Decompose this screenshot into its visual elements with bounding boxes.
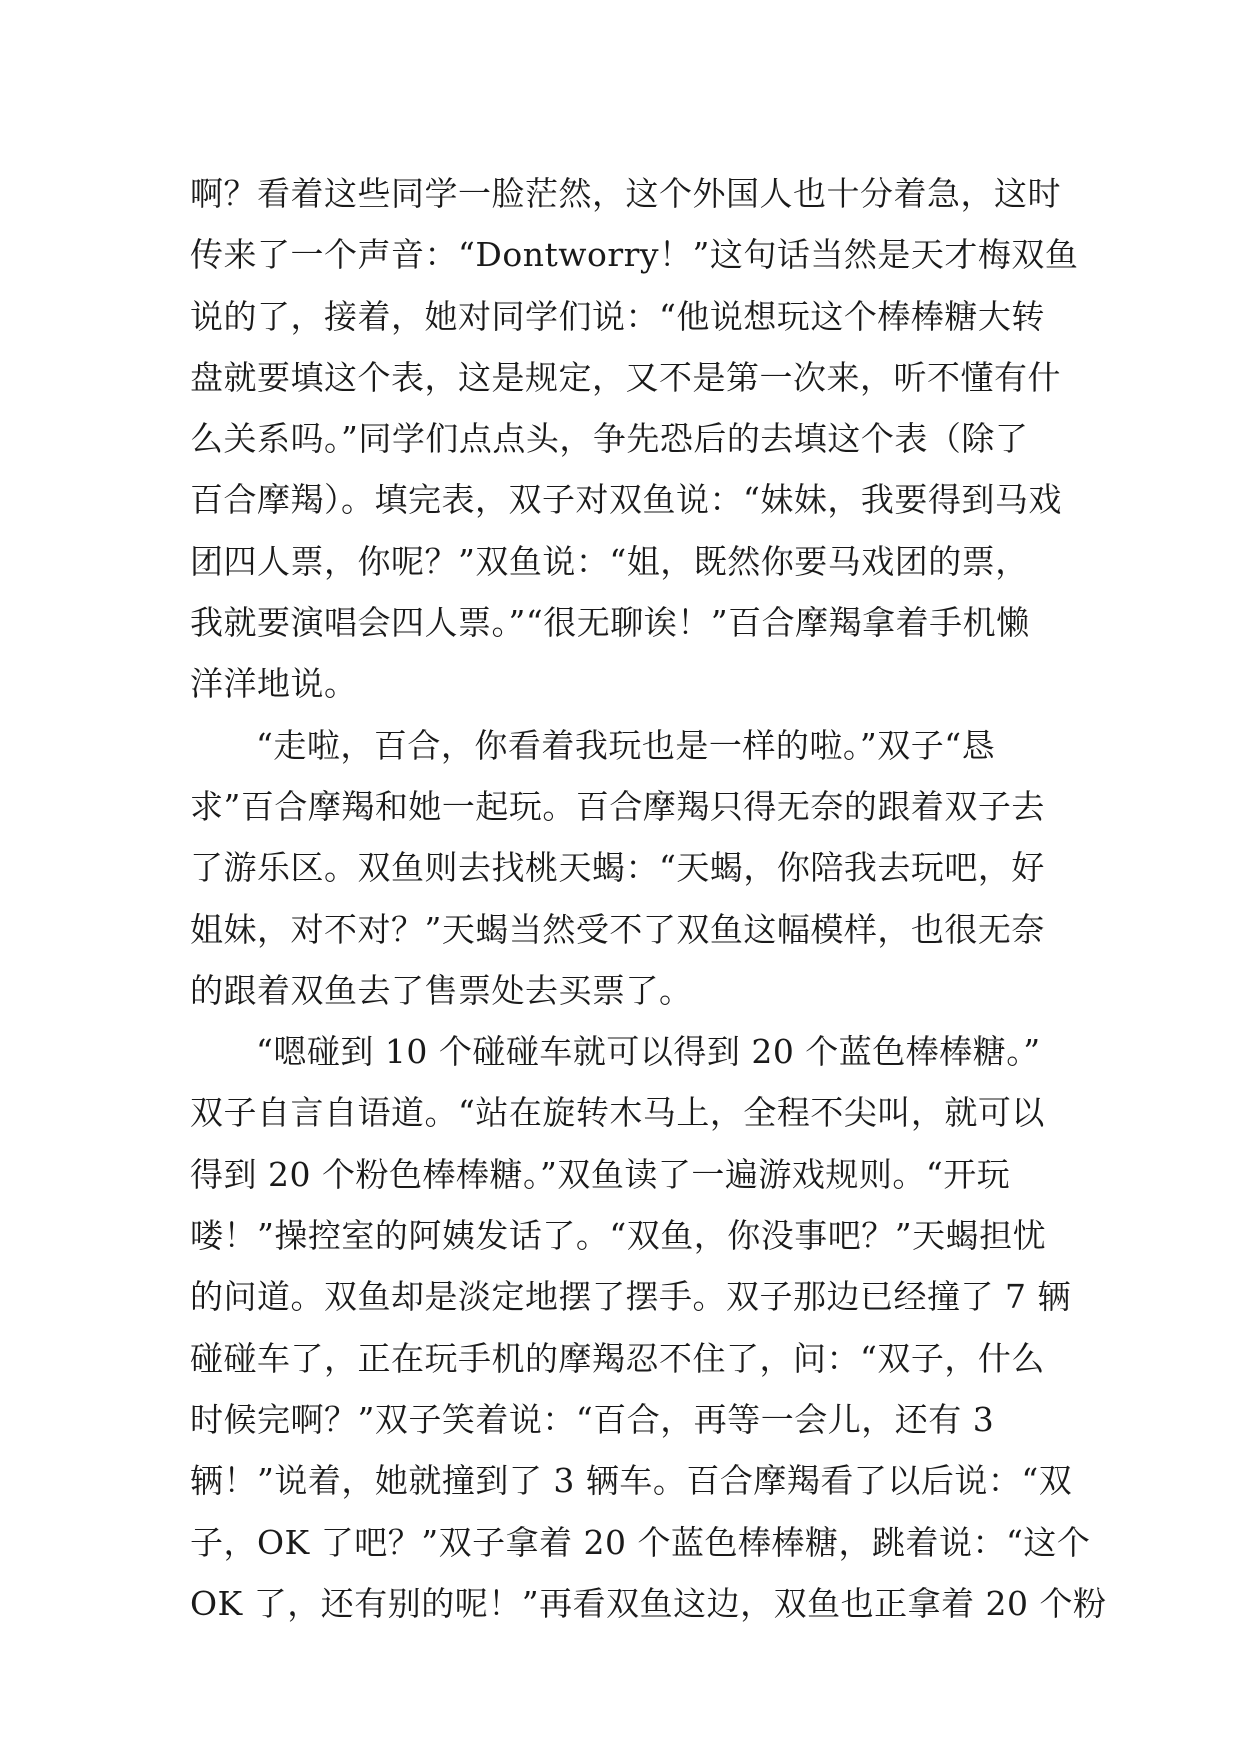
paragraph-start-line: “嗯碰到 10 个碰碰车就可以得到 20 个蓝色棒棒糖。” — [256, 1032, 1041, 1072]
text-line: 碰碰车了，正在玩手机的摩羯忍不住了，问：“双子，什么 — [190, 1338, 1045, 1378]
text-line: 了游乐区。双鱼则去找桃天蝎：“天蝎，你陪我去玩吧，好 — [190, 848, 1045, 888]
text-line: 求”百合摩羯和她一起玩。百合摩羯只得无奈的跟着双子去 — [190, 786, 1045, 826]
text-line: 我就要演唱会四人票。”“很无聊诶！”百合摩羯拿着手机懒 — [190, 603, 1030, 643]
text-line: 传来了一个声音：“Dontworry！”这句话当然是天才梅双鱼 — [190, 235, 1079, 275]
paragraph-start-line: “走啦，百合，你看着我玩也是一样的啦。”双子“恳 — [256, 725, 996, 765]
text-line: 百合摩羯）。填完表，双子对双鱼说：“妹妹，我要得到马戏 — [190, 480, 1062, 520]
text-line: 子，OK 了吧？”双子拿着 20 个蓝色棒棒糖，跳着说：“这个 — [190, 1522, 1091, 1562]
text-line: 团四人票，你呢？”双鱼说：“姐，既然你要马戏团的票， — [190, 541, 1029, 581]
text-line: 辆！”说着，她就撞到了 3 辆车。百合摩羯看了以后说：“双 — [190, 1461, 1073, 1501]
text-line: 的跟着双鱼去了售票处去买票了。 — [190, 970, 693, 1010]
text-line: 么关系吗。”同学们点点头，争先恐后的去填这个表（除了 — [190, 419, 1029, 459]
text-line: 喽！”操控室的阿姨发话了。“双鱼，你没事吧？”天蝎担忧 — [190, 1216, 1047, 1256]
body-text — [190, 163, 1107, 1634]
text-line: 啊？看着这些同学一脸茫然，这个外国人也十分着急，这时 — [190, 174, 1061, 213]
text-line: 时候完啊？”双子笑着说：“百合，再等一会儿，还有 3 — [190, 1399, 995, 1439]
text-line: 盘就要填这个表，这是规定，又不是第一次来，听不懂有什 — [190, 357, 1061, 397]
text-line: 的问道。双鱼却是淡定地摆了摆手。双子那边已经撞了 7 辆 — [190, 1277, 1071, 1317]
text-line: 说的了，接着，她对同学们说：“他说想玩这个棒棒糖大转 — [190, 296, 1045, 336]
text-line: 双子自言自语道。“站在旋转木马上，全程不尖叫，就可以 — [190, 1093, 1045, 1133]
text-line: OK 了，还有别的呢！”再看双鱼这边，双鱼也正拿着 20 个粉 — [190, 1583, 1107, 1623]
text-line: 姐妹，对不对？”天蝎当然受不了双鱼这幅模样，也很无奈 — [190, 909, 1045, 949]
text-line: 洋洋地说。 — [190, 664, 358, 704]
text-line: 得到 20 个粉色棒棒糖。”双鱼读了一遍游戏规则。“开玩 — [190, 1154, 1011, 1194]
